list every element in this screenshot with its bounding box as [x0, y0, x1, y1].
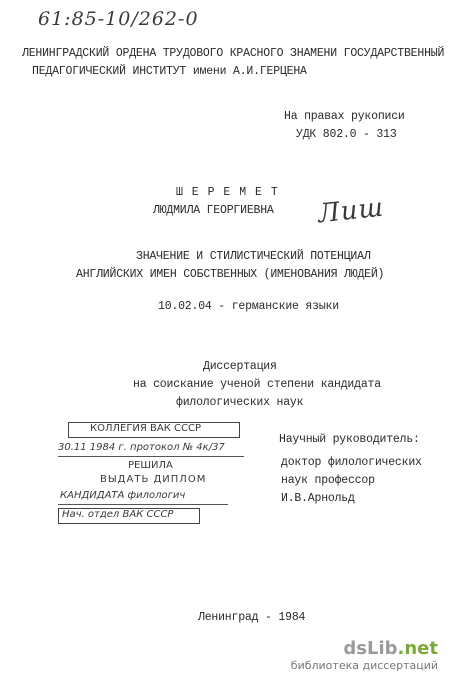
stamp-line-2: 30.11 1984 г. протокол № 4к/37: [58, 442, 225, 453]
author-name: ЛЮДМИЛА ГЕОРГИЕВНА: [153, 204, 274, 217]
title-line-1: ЗНАЧЕНИЕ И СТИЛИСТИЧЕСКИЙ ПОТЕНЦИАЛ: [136, 250, 371, 263]
logo-tld: .net: [397, 638, 438, 659]
supervisor-line-2: доктор филологических: [281, 456, 422, 469]
stamp-rule-2: [58, 504, 228, 505]
degree-line-1: Диссертация: [203, 360, 277, 373]
dslib-watermark: [291, 639, 438, 672]
manuscript-rights: На правах рукописи: [284, 110, 405, 123]
title-line-2: АНГЛИЙСКИХ ИМЕН СОБСТВЕННЫХ (ИМЕНОВАНИЯ ЛЮДЕЙ): [76, 268, 385, 281]
degree-line-3: филологических наук: [176, 396, 304, 409]
institution-line-2: ПЕДАГОГИЧЕСКИЙ ИНСТИТУТ имени А.И.ГЕРЦЕНА: [32, 65, 307, 78]
stamp-line-3: РЕШИЛА: [128, 460, 173, 471]
footer-city-year: Ленинград - 1984: [198, 611, 306, 624]
supervisor-line-3: наук профессор: [281, 474, 375, 487]
archive-number: 61:85-10/262-0: [38, 8, 199, 30]
logo-tagline: библиотека диссертаций: [290, 659, 438, 672]
stamp-line-4: ВЫДАТЬ ДИПЛОМ: [100, 474, 207, 485]
supervisor-line-4: И.В.Арнольд: [281, 492, 355, 505]
author-surname: Ш Е Р Е М Е Т: [176, 186, 279, 199]
udc-code: УДК 802.0 - 313: [296, 128, 397, 141]
logo-brand: dsLib: [343, 638, 398, 659]
stamp-line-1: КОЛЛЕГИЯ ВАК СССР: [90, 423, 201, 434]
stamp-line-5: КАНДИДАТА филологич: [60, 490, 186, 501]
author-signature: Лиш: [316, 192, 386, 230]
specialty: 10.02.04 - германские языки: [158, 300, 339, 313]
supervisor-line-1: Научный руководитель:: [279, 433, 420, 446]
stamp-line-6: Нач. отдел ВАК СССР: [62, 509, 174, 520]
degree-line-2: на соискание ученой степени кандидата: [133, 378, 381, 391]
vak-stamp: [58, 420, 246, 528]
stamp-rule-1: [58, 456, 244, 457]
dslib-logo: [291, 639, 438, 659]
institution-line-1: ЛЕНИНГРАДСКИЙ ОРДЕНА ТРУДОВОГО КРАСНОГО ЗНАМЕНИ ГОСУДАРСТВЕННЫЙ: [22, 47, 445, 60]
